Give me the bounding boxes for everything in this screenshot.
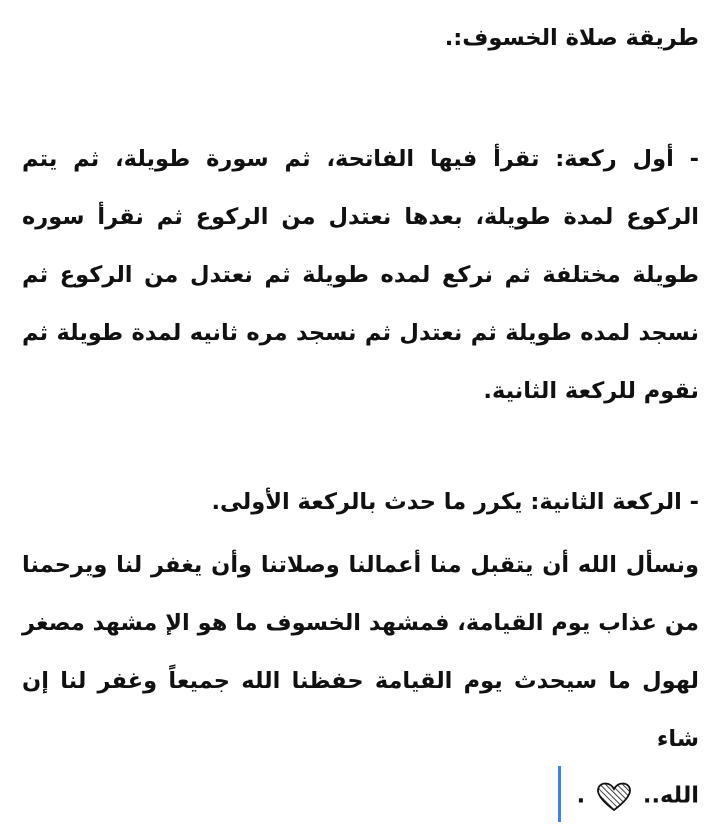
first-rakah-paragraph: - أول ركعة: تقرأ فيها الفاتحة، ثم سورة طويلة، ثم يتم الركوع لمدة طويلة، بعدها نعتدل من الركوع ثم نقرأ سوره طويلة مختلفة ثم نركع لمده طويلة ثم نعتدل من الركوع ثم نسجد لمده طويلة ثم نعتدل ثم نسجد مره ثانيه لمدة طويلة ثم نقوم للركعة الثانية. <box>22 146 699 404</box>
title-line: طريقة صلاة الخسوف:. <box>444 25 699 51</box>
closing-dot: . <box>576 782 586 809</box>
closing-line <box>22 768 699 826</box>
blank-line <box>22 420 699 478</box>
text-cursor <box>558 766 561 822</box>
closing-text: الله.. <box>642 782 699 809</box>
blank-line <box>22 72 699 130</box>
second-rakah-line: - الركعة الثانية: يكرر ما حدث بالركعة الأولى. <box>211 489 699 515</box>
dua-paragraph: ونسأل الله أن يتقبل منا أعمالنا وصلاتنا وأن يغفر لنا ويرحمنا من عذاب يوم القيامة، فمشهد الخسوف ما هو الإ مشهد مصغر لهول ما سيحدث يوم القيامة حفظنا الله جميعاً وغفر لنا إن شاء <box>22 552 699 752</box>
